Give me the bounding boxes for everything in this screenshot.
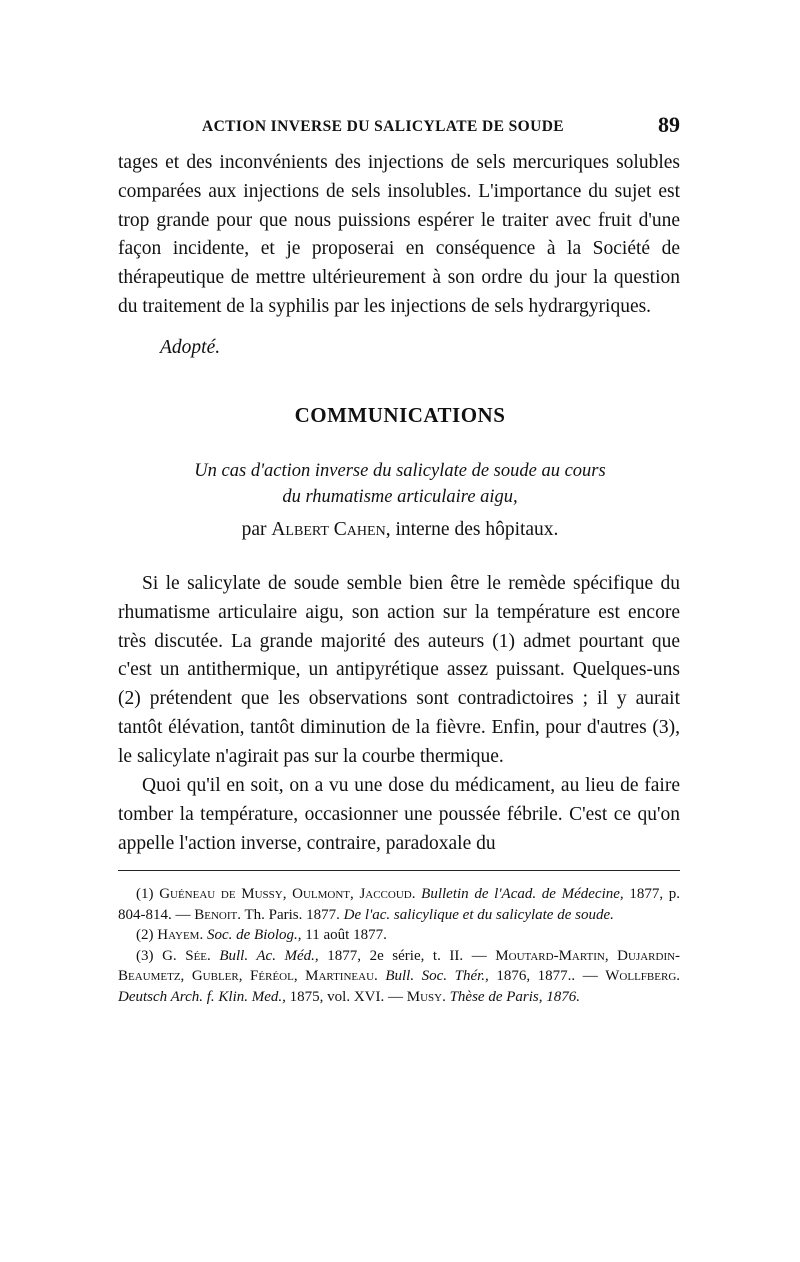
section-heading: COMMUNICATIONS [294, 403, 506, 427]
footnote-number: (1) [136, 886, 154, 902]
footnote-1 [118, 884, 680, 925]
paragraph-text: Si le salicylate de soude semble bien être le remède spécifique du rhumatisme articulaire aigu, son action sur la température est encore très discutée. La grande majorité des auteurs (1) admet pourtant que c'est un antithermique, un antipyrétique assez puissant. Quelques-uns (2) prétendent que les observations sont contradictoires ; il y aurait tantôt élévation, tantôt diminution de la fièvre. Enfin, pour d'autres (3), le salicylate n'agirait pas sur la courbe thermique. [118, 573, 680, 767]
byline-suffix: , interne des hôpitaux. [385, 519, 559, 540]
page-number: 89 [658, 112, 680, 137]
footnote-ref: 1877, 2e série, t. II. — [327, 947, 487, 964]
footnote-journal: Deutsch Arch. f. Klin. Med., [118, 988, 286, 1005]
footnote-journal: Bull. Soc. Thér., [385, 968, 489, 984]
footnote-thesis: Th. Paris. 1877. [244, 906, 340, 923]
footnote-journal: Soc. de Biolog., [206, 927, 302, 943]
footnote-author: Wollfberg. [605, 968, 681, 984]
article-title-line-2: du rhumatisme articulaire aigu, [282, 487, 518, 507]
article-title [0, 458, 800, 510]
footnote-ref: 11 août 1877. [305, 927, 387, 943]
article-title-line-1: Un cas d'action inverse du salicylate de soude au cours [194, 461, 606, 481]
paragraph-3 [118, 772, 680, 858]
footnote-number: (2) [136, 927, 154, 943]
footnote-2 [118, 925, 680, 946]
footnote-author: Musy. [406, 988, 446, 1005]
footnote-author: G. Sée. [162, 947, 211, 964]
footnote-thesis: Thèse de Paris, 1876. [449, 988, 580, 1005]
byline-prefix: par [241, 519, 267, 540]
footnote-work: De l'ac. salicylique et du salicylate de soude. [343, 906, 614, 923]
page-header [120, 112, 680, 142]
footnote-3 [118, 946, 680, 1008]
footnote-ref: 1875, vol. XVI. — [289, 988, 403, 1005]
footnote-author: Hayem. [157, 927, 204, 943]
footnote-author: Benoit. [194, 906, 241, 923]
byline [0, 519, 800, 541]
footnote-ref: 1876, 1877.. — [496, 968, 598, 984]
footnote-ref: 1877, p. 804-814. — [118, 886, 681, 923]
author-name: Albert Cahen [271, 519, 386, 540]
paragraph-text: Quoi qu'il en soit, on a vu une dose du médicament, au lieu de faire tomber la température, occasionner une poussée fébrile. C'est ce qu'on appelle l'action inverse, contraire, paradoxale du [118, 775, 680, 854]
paragraph-top [118, 149, 680, 322]
adopted-note: Adopté. [160, 337, 221, 358]
footnote-authors: Moutard-Martin, Dujardin-Beaumetz, Gubler, Féréol, Martineau. [118, 947, 681, 984]
running-title: ACTION INVERSE DU SALICYLATE DE SOUDE [202, 118, 565, 135]
paragraph-text: tages et des inconvénients des injections de sels mercuriques solubles comparées aux injections de sels insolubles. L'importance du sujet est trop grande pour que nous puissions espérer le traiter avec fruit d'une façon incidente, et je proposerai en conséquence à la Société de thérapeutique de mettre ultérieurement à son ordre du jour la question du traitement de la syphilis par les injections de sels hydrargyriques. [118, 152, 680, 317]
paragraph-2 [118, 570, 680, 772]
footnote-journal: Bull. Ac. Méd., [219, 947, 319, 964]
footnote-number: (3) [136, 947, 154, 964]
footnote-journal: Bulletin de l'Acad. de Médecine, [421, 886, 624, 902]
footnotes [118, 884, 680, 1007]
footnote-rule [118, 870, 680, 871]
footnote-authors: Guéneau de Mussy, Oulmont, Jaccoud. [159, 886, 416, 902]
